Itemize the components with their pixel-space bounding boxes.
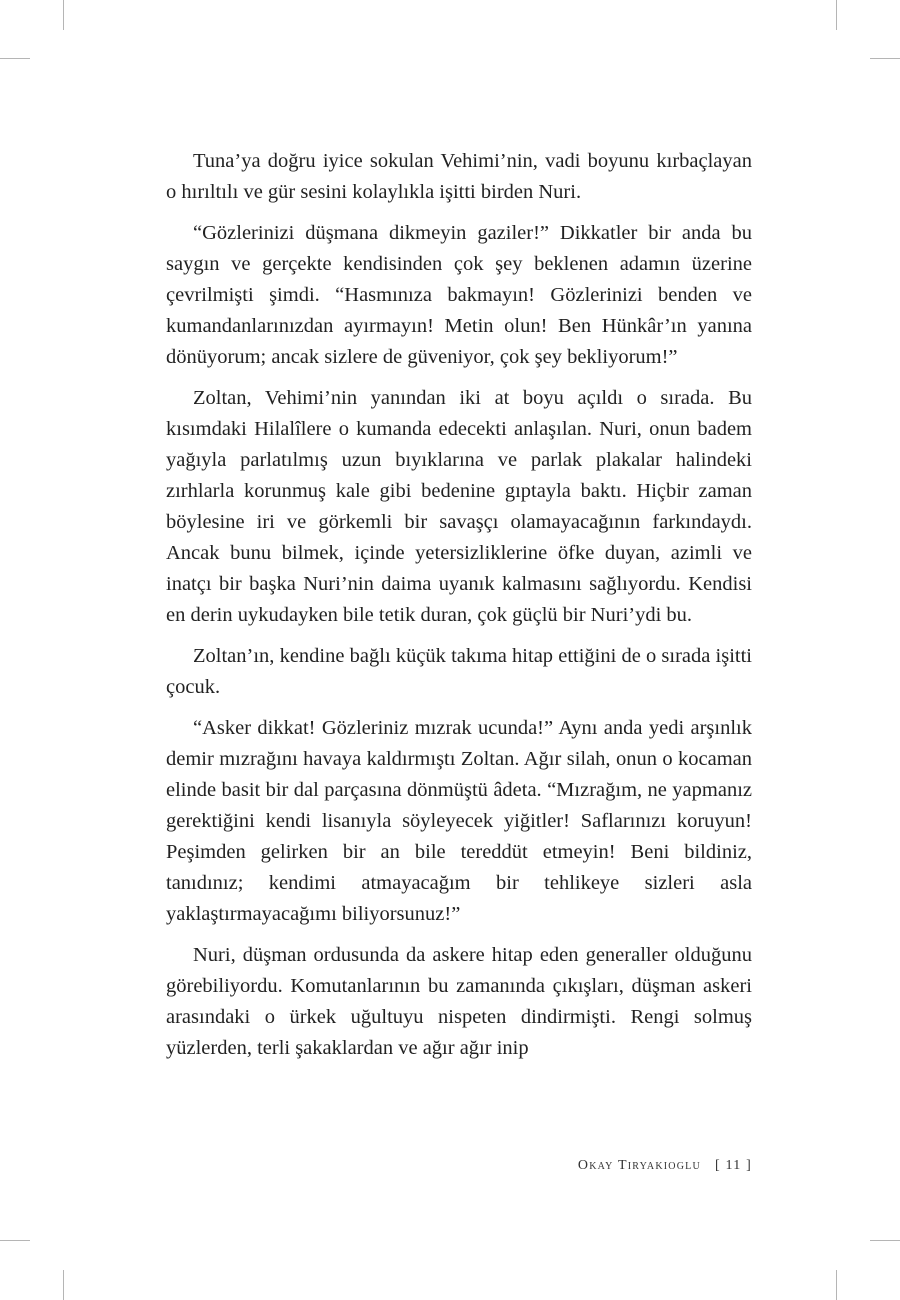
crop-mark [63,0,64,30]
paragraph: Zoltan’ın, kendine bağlı küçük takıma hitap ettiğini de o sırada işitti çocuk. [166,645,752,698]
page-number: [ 11 ] [714,1158,752,1173]
paragraph: “Gözlerinizi düşmana dikmeyin gaziler!” Dikkatler bir anda bu saygın ve gerçekte kendisinden çok şey beklenen adamın üzerine çevrilmişti şimdi. “Hasmınıza bakmayın! Gözlerinizi benden ve kumandanlarınızdan ayırmayın! Metin olun! Ben Hünkâr’ın yanına dönüyorum; ancak sizlere de güveniyor, çok şey bekliyorum!” [166,222,752,368]
footer-author: Okay Tiryakioglu [577,1158,701,1173]
paragraph: Zoltan, Vehimi’nin yanından iki at boyu açıldı o sırada. Bu kısımdaki Hilalîlere o kumanda edecekti anlaşılan. Nuri, onun badem yağıyla parlatılmış uzun bıyıklarına ve parlak plakalar halindeki zırhlarla korunmuş kale gibi bedenine gıptayla baktı. Hiçbir zaman böylesine iri ve görkemli bir savaşçı olamayacağının farkındaydı. Ancak bunu bilmek, içinde yetersizliklerine öfke duyan, azimli ve inatçı bir başka Nuri’nin daima uyanık kalmasını sağlıyordu. Kendisi en derin uykudayken bile tetik duran, çok güçlü bir Nuri’ydi bu. [166,387,752,626]
crop-mark [836,0,837,30]
paragraph: Tuna’ya doğru iyice sokulan Vehimi’nin, vadi boyunu kırbaçlayan o hırıltılı ve gür sesini kolaylıkla işitti birden Nuri. [166,150,752,203]
paragraph: Nuri, düşman ordusunda da askere hitap eden generaller olduğunu görebiliyordu. Komutanlarının bu zamanında çıkışları, düşman askeri arasındaki o ürkek uğultuyu nispeten dindirmişti. Rengi solmuş yüzlerden, terli şakaklardan ve ağır ağır inip [166,944,752,1059]
page-footer [578,1158,752,1174]
crop-mark [63,1270,64,1300]
body-text [166,146,752,1074]
crop-mark [0,1240,30,1241]
crop-mark [0,58,30,59]
paragraph: “Asker dikkat! Gözleriniz mızrak ucunda!” Aynı anda yedi arşınlık demir mızrağını havaya kaldırmıştı Zoltan. Ağır silah, onun o kocaman elinde basit bir dal parçasına dönmüştü âdeta. “Mızrağım, ne yapmanız gerektiğini kendi lisanıyla söyleyecek yiğitler! Saflarınızı koruyun! Peşimden gelirken bir an bile tereddüt etmeyin! Beni bildiniz, tanıdınız; kendimi atmayacağım bir tehlikeye sizleri asla yaklaştırmayacağımı biliyorsunuz!” [166,717,752,925]
crop-mark [870,58,900,59]
crop-mark [870,1240,900,1241]
crop-mark [836,1270,837,1300]
